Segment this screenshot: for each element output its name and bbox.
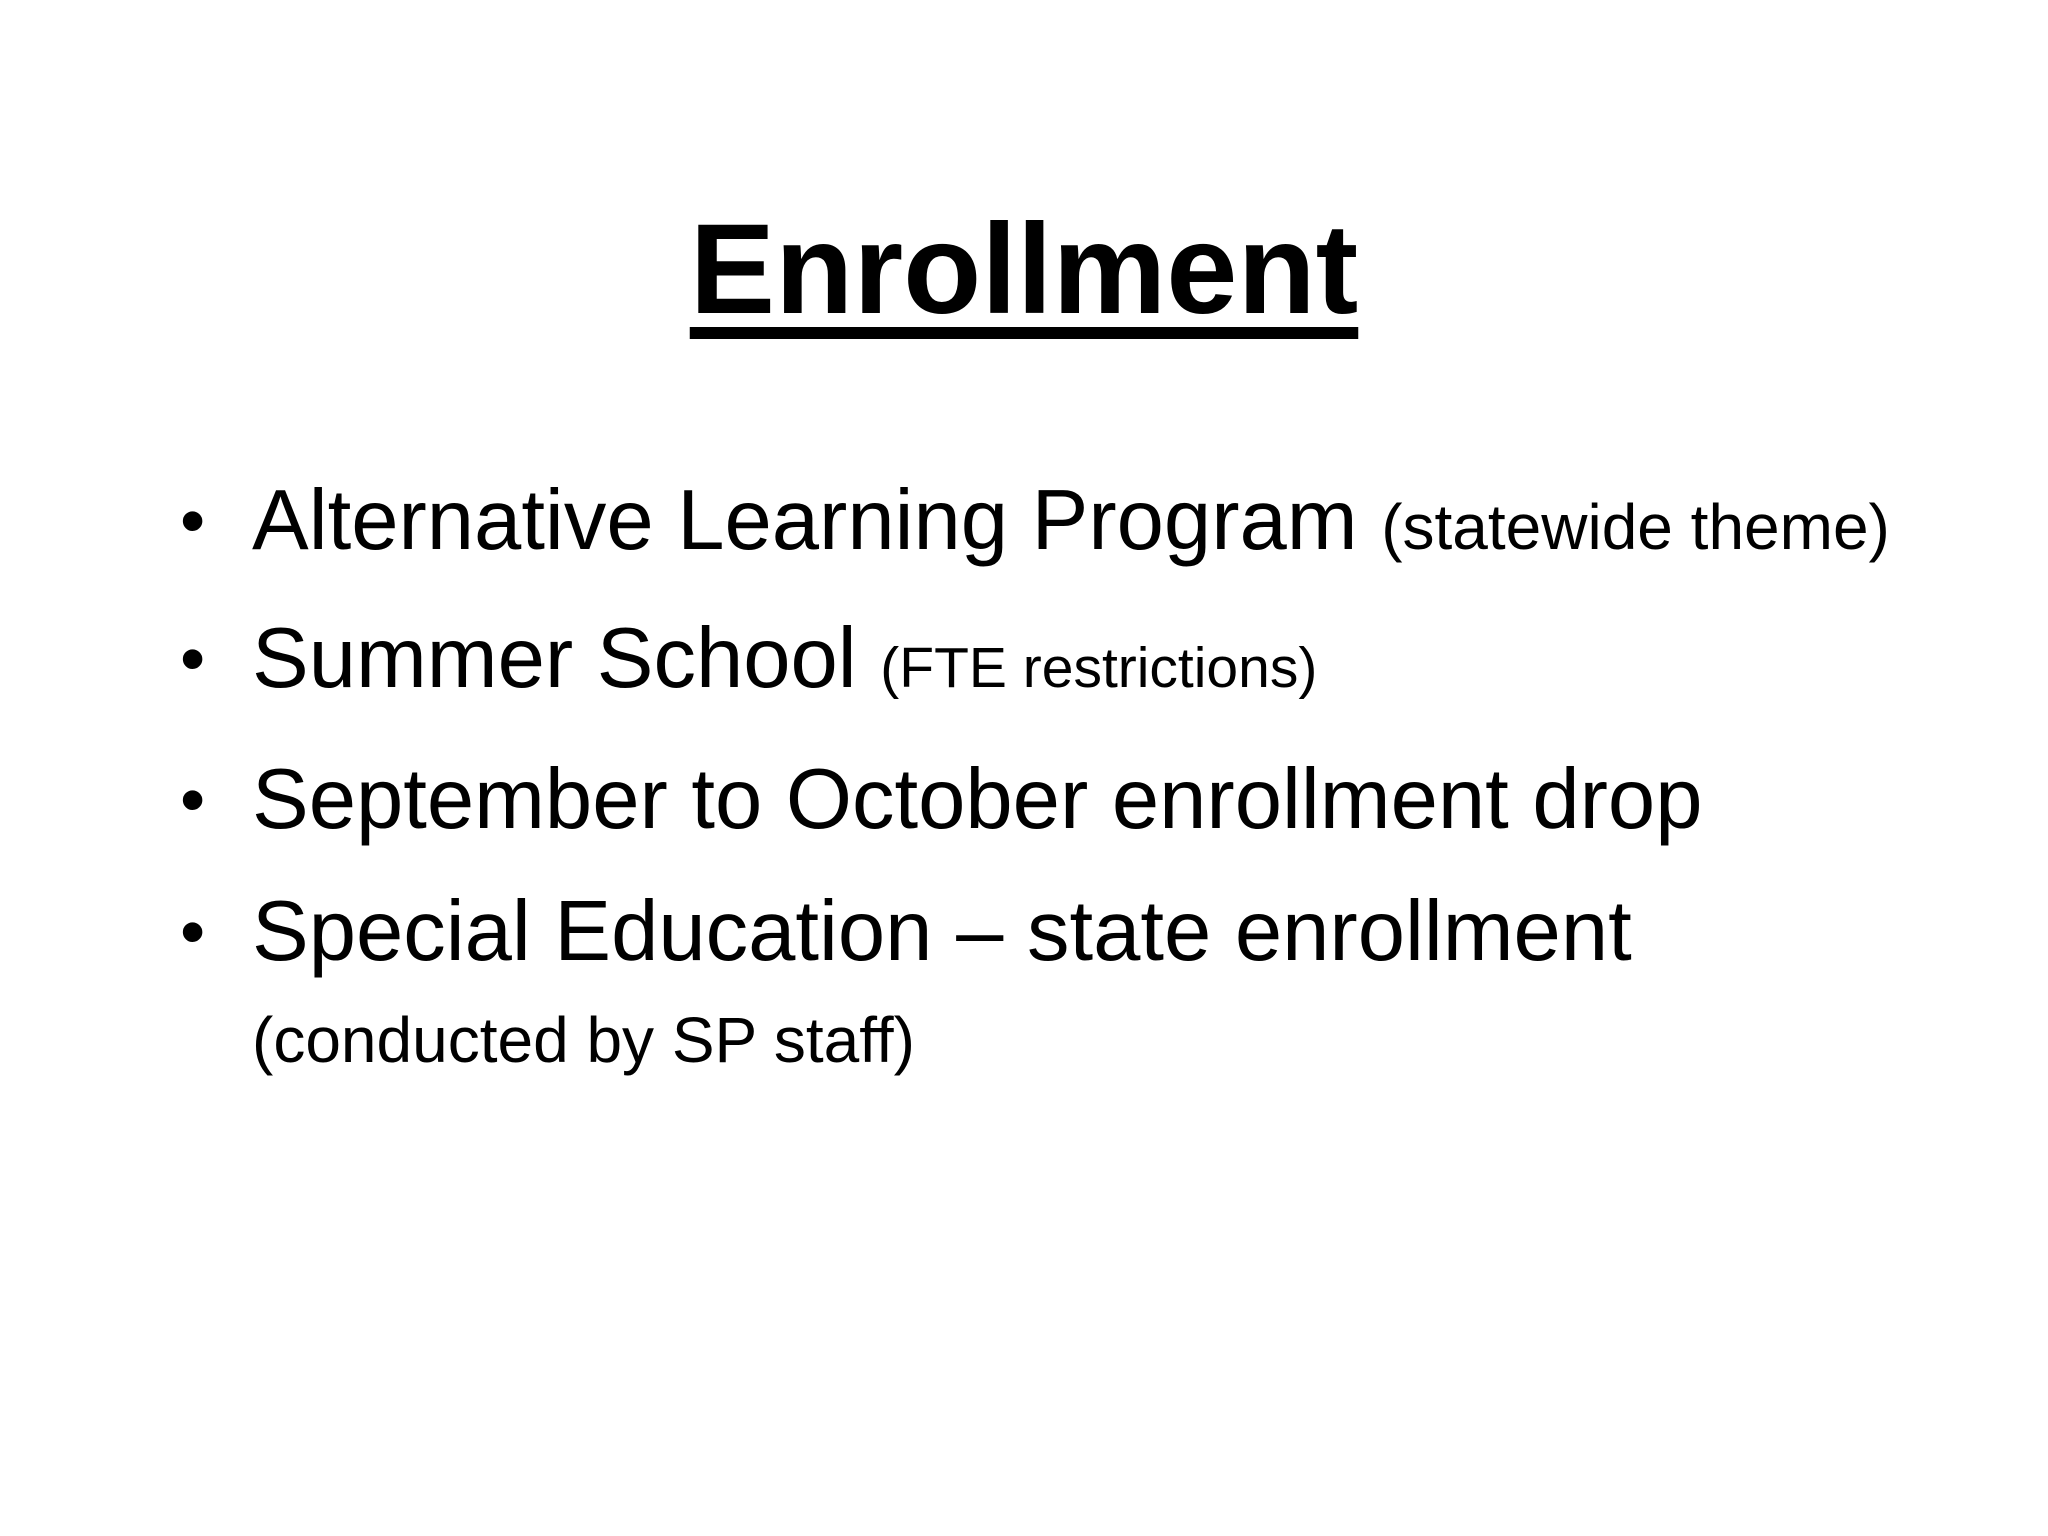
bullet-text: Summer School xyxy=(252,611,881,706)
bullet-item-alternative-learning xyxy=(170,470,1890,578)
bullet-icon: • xyxy=(180,760,206,840)
bullet-text: Alternative Learning Program xyxy=(252,473,1382,568)
bullet-note: (conducted by SP staff) xyxy=(252,1004,915,1076)
bullet-note: (FTE restrictions) xyxy=(880,636,1318,700)
bullet-item-special-education xyxy=(170,881,1890,1091)
bullet-text: Special Education – state enrollment xyxy=(252,884,1632,979)
bullet-icon: • xyxy=(180,892,206,972)
bullet-icon: • xyxy=(180,619,206,699)
bullet-text: September to October enrollment drop xyxy=(252,752,1703,847)
slide-title: Enrollment xyxy=(689,198,1359,341)
bullet-list xyxy=(170,470,1890,1121)
bullet-icon: • xyxy=(180,481,206,561)
bullet-note: (statewide theme) xyxy=(1381,491,1890,563)
bullet-item-summer-school xyxy=(170,608,1890,719)
bullet-item-enrollment-drop xyxy=(170,749,1890,851)
